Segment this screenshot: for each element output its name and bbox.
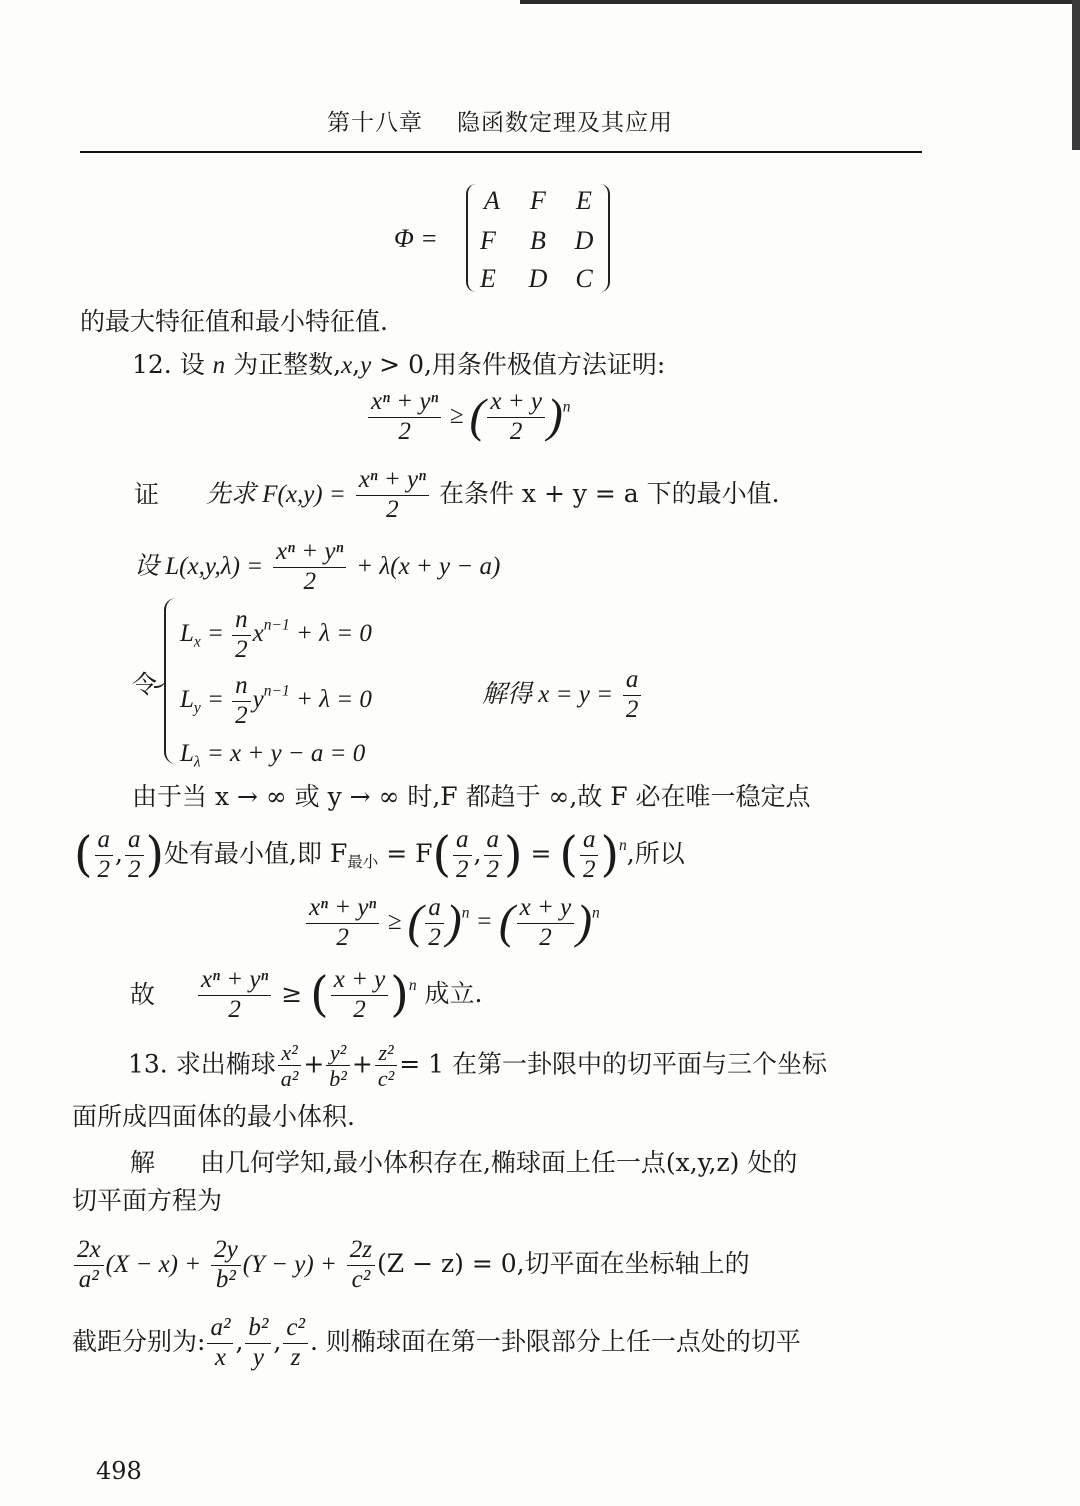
proof-label: 证 bbox=[134, 480, 160, 509]
fraction: $\frac{\text{xⁿ + yⁿ}}{2}$ bbox=[356, 466, 429, 525]
fraction: $\frac{\text{x²}}{\text{a²}}$ bbox=[278, 1040, 302, 1092]
conclusion-line: $\frac{\text{xⁿ + yⁿ}}{2}$ ≥ ( $\frac{x + y}{2}$ )$^n$ 成立. bbox=[196, 966, 482, 1025]
fraction: $\frac{a}{2}$ bbox=[95, 826, 114, 885]
fraction: $\frac{a}{2}$ bbox=[623, 666, 642, 725]
matrix-cell: F bbox=[480, 226, 496, 255]
conclusion-label: 故 bbox=[130, 980, 156, 1009]
inequality-statement: $\frac{\text{xⁿ + yⁿ}}{2}$ ≥ ( $\frac{x + y}{2}$ )$^n$ bbox=[366, 388, 571, 447]
fraction: $\frac{n}{2}$ bbox=[232, 606, 251, 665]
problem-13-statement: 13. 求出椭球 $\frac{\text{x²}}{\text{a²}}$ + $\frac{\text{y²}}{\text{b²}}$ + $\frac{\text{z²}}{\text{c²}}$ = 1 在第一卦限中的切平面与三个坐标 bbox=[128, 1040, 827, 1092]
equation-Llambda: $L_\lambda = x + y - a = 0$ bbox=[180, 740, 366, 771]
matrix-cell: E bbox=[576, 186, 592, 215]
fraction: $\frac{\text{y²}}{\text{b²}}$ bbox=[326, 1040, 350, 1092]
fraction: $\frac{x + y}{2}$ bbox=[487, 388, 545, 447]
fraction: $\frac{\text{b²}}{y}$ bbox=[245, 1314, 271, 1373]
matrix-lhs: Φ = bbox=[394, 224, 438, 253]
fraction: $\frac{a}{2}$ bbox=[125, 826, 144, 885]
problem-12-statement: 12. 设 n 为正整数,x,y > 0,用条件极值方法证明: bbox=[132, 350, 666, 379]
equation-Lx: $L_x$ = $\frac{n}{2}$ $x^{n-1} + \lambda = 0$ bbox=[180, 606, 372, 663]
eigen-line: 的最大特征值和最小特征值. bbox=[80, 307, 388, 336]
lagrange-definition: 设 L(x,y,λ) = $\frac{\text{xⁿ + yⁿ}}{2}$ + λ(x + y − a) bbox=[134, 538, 501, 595]
matrix-phi bbox=[466, 184, 610, 292]
ling-label: 令 bbox=[132, 670, 158, 699]
solution-line-1: 由几何学知,最小体积存在,椭球面上任一点(x,y,z) 处的 bbox=[200, 1148, 798, 1177]
fraction: $\frac{a}{2}$ bbox=[484, 826, 503, 885]
fraction: $\frac{a}{2}$ bbox=[425, 894, 444, 953]
matrix-cell: F bbox=[530, 186, 546, 215]
scan-edge-right bbox=[1072, 0, 1080, 150]
fraction: $\frac{2z}{\text{c²}}$ bbox=[347, 1236, 375, 1295]
system-brace bbox=[164, 598, 180, 764]
matrix-cell: D bbox=[574, 226, 594, 255]
fraction: $\frac{x + y}{2}$ bbox=[331, 966, 389, 1025]
matrix-cell: B bbox=[530, 226, 546, 255]
inequality-derivation: $\frac{\text{xⁿ + yⁿ}}{2}$ ≥ ( $\frac{a}{2}$ )$^n$ = ( $\frac{x + y}{2}$ )$^n$ bbox=[304, 894, 600, 953]
matrix-cell: E bbox=[480, 264, 496, 293]
stationary-point-line: ( $\frac{a}{2}$ , $\frac{a}{2}$ )处有最小值,即 $F_{最小} = F$( $\frac{a}{2}$ , $\frac{a}{2}$ ) = ( $\frac{a}{2}$ )$^n$,所以 bbox=[74, 826, 685, 883]
fraction: $\frac{\text{z²}}{\text{c²}}$ bbox=[375, 1040, 397, 1092]
fraction: $\frac{2y}{\text{b²}}$ bbox=[211, 1236, 241, 1295]
matrix-cell: C bbox=[575, 264, 593, 293]
since-line: 由于当 x → ∞ 或 y → ∞ 时,F 都趋于 ∞,故 F 必在唯一稳定点 bbox=[132, 782, 811, 811]
proof-first-line: 先求 F(x,y) = $\frac{\text{xⁿ + yⁿ}}{2}$ 在条件 x + y = a 下的最小值. bbox=[206, 466, 780, 523]
chapter-title: 隐函数定理及其应用 bbox=[457, 110, 673, 136]
fraction: $\frac{\text{xⁿ + yⁿ}}{2}$ bbox=[306, 894, 379, 953]
fraction: $\frac{\text{xⁿ + yⁿ}}{2}$ bbox=[273, 538, 346, 597]
fraction: $\frac{\text{c²}}{z}$ bbox=[283, 1314, 308, 1373]
page-number: 498 bbox=[96, 1457, 142, 1485]
solution-xy: 解得 x = y = $\frac{a}{2}$ bbox=[482, 666, 643, 725]
solution-line-2: 切平面方程为 bbox=[72, 1186, 223, 1215]
scan-edge-top bbox=[520, 0, 1080, 4]
fraction: $\frac{\text{xⁿ + yⁿ}}{2}$ bbox=[198, 966, 271, 1025]
fraction: $\frac{a}{2}$ bbox=[580, 826, 599, 885]
matrix-cell: A bbox=[484, 186, 500, 215]
fraction: $\frac{n}{2}$ bbox=[232, 672, 251, 731]
chapter-number: 第十八章 bbox=[327, 110, 423, 136]
running-header bbox=[80, 104, 920, 137]
header-rule bbox=[80, 151, 922, 153]
tangent-plane-equation: $\frac{2x}{\text{a²}}$ (X − x) + $\frac{2y}{\text{b²}}$ (Y − y) + $\frac{2z}{\text{c²}}$ (Z − z) = 0,切平面在坐标轴上的 bbox=[72, 1236, 750, 1295]
intercepts-line: 截距分别为: $\frac{\text{a²}}{x}$ , $\frac{\text{b²}}{y}$ , $\frac{\text{c²}}{z}$ . 则椭球面在第一卦限部分上任一点处的切平 bbox=[72, 1314, 801, 1371]
problem-13-continued: 面所成四面体的最小体积. bbox=[72, 1102, 355, 1131]
matrix-cell: D bbox=[528, 264, 548, 293]
equation-Ly: $L_y$ = $\frac{n}{2}$ $y^{n-1} + \lambda = 0$ bbox=[180, 672, 372, 729]
fraction: $\frac{\text{a²}}{x}$ bbox=[207, 1314, 233, 1373]
solution-label: 解 bbox=[130, 1148, 156, 1177]
fraction: $\frac{\text{xⁿ + yⁿ}}{2}$ bbox=[368, 388, 441, 447]
fraction: $\frac{x + y}{2}$ bbox=[517, 894, 575, 953]
fraction: $\frac{2x}{\text{a²}}$ bbox=[74, 1236, 104, 1295]
fraction: $\frac{a}{2}$ bbox=[453, 826, 472, 885]
